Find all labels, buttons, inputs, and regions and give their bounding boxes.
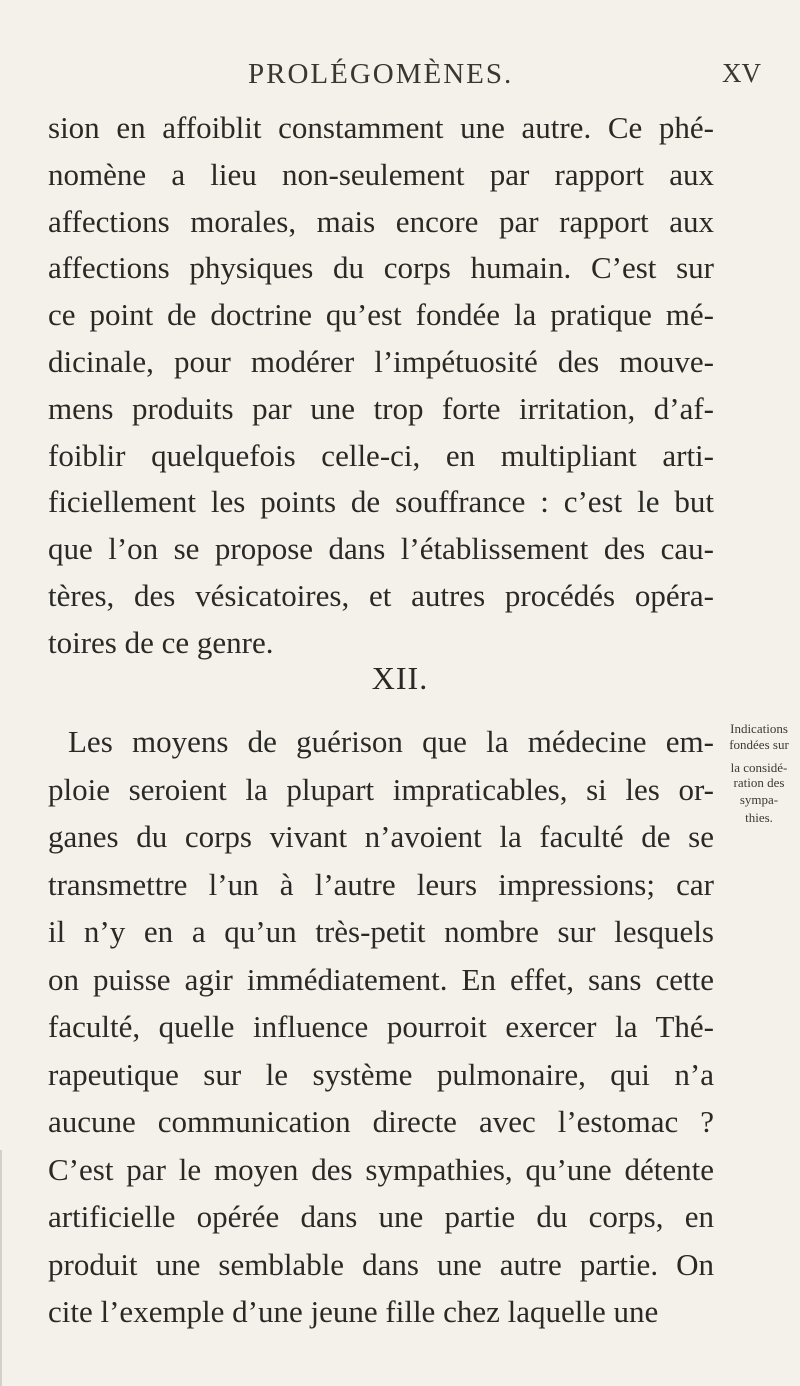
text-line: faculté, quelle influence pourroit exercer la Thé- xyxy=(48,1009,714,1044)
text-line: transmettre l’un à l’autre leurs impressions; car xyxy=(48,866,714,902)
section-number: XII. xyxy=(371,660,429,696)
text-line: Les moyens de guérison que la médecine em- xyxy=(68,724,714,759)
margin-note-line: fondées sur xyxy=(729,737,789,752)
text-line: tères, des vésicatoires, et autres procédés opéra- xyxy=(48,578,714,613)
text-line: aucune communication directe avec l’estomac ? xyxy=(48,1104,714,1139)
text-line: cite l’exemple d’une jeune fille chez laquelle une xyxy=(48,1294,659,1329)
text-line: artificielle opérée dans une partie du corps, en xyxy=(48,1199,714,1234)
text-line: ploie seroient la plupart impraticables, si les or- xyxy=(48,771,714,807)
running-head: PROLÉGOMÈNES. xyxy=(248,58,514,90)
text-line: sion en affoiblit constamment une autre. Ce phé- xyxy=(48,110,714,145)
text-line: affections morales, mais encore par rapport aux xyxy=(48,203,714,239)
text-line: que l’on se propose dans l’établissement des cau- xyxy=(48,531,714,567)
text-line: mens produits par une trop forte irritation, d’af- xyxy=(48,390,714,426)
text-line: ficiellement les points de souffrance : c’est le but xyxy=(48,484,714,520)
page-number: XV xyxy=(722,58,761,88)
page-edge-shadow xyxy=(0,1150,2,1386)
text-line: C’est par le moyen des sympathies, qu’une détente xyxy=(48,1151,714,1187)
margin-note-line: ration des xyxy=(733,775,785,790)
text-line: foiblir quelquefois celle-ci, en multipliant arti- xyxy=(48,437,714,473)
text-line: ganes du corps vivant n’avoient la faculté de se xyxy=(48,819,714,854)
text-line: produit une semblable dans une autre partie. On xyxy=(48,1246,714,1282)
text-line: ce point de doctrine qu’est fondée la pratique mé- xyxy=(48,297,714,333)
text-line: rapeutique sur le système pulmonaire, qui n’a xyxy=(48,1056,714,1092)
text-line: il n’y en a qu’un très-petit nombre sur lesquels xyxy=(48,914,714,949)
text-line: toires de ce genre. xyxy=(48,624,274,660)
margin-note-line: Indications xyxy=(730,721,788,736)
margin-note-line: la considé- xyxy=(730,760,788,775)
text-line: on puisse agir immédiatement. En effet, sans cette xyxy=(48,961,714,997)
text-line: affections physiques du corps humain. C’est sur xyxy=(48,250,714,286)
text-line: nomène a lieu non-seulement par rapport aux xyxy=(48,156,714,192)
margin-note-line: thies. xyxy=(745,810,773,825)
margin-note-line: sympa- xyxy=(739,792,779,807)
text-line: dicinale, pour modérer l’impétuosité des mouve- xyxy=(48,344,714,379)
